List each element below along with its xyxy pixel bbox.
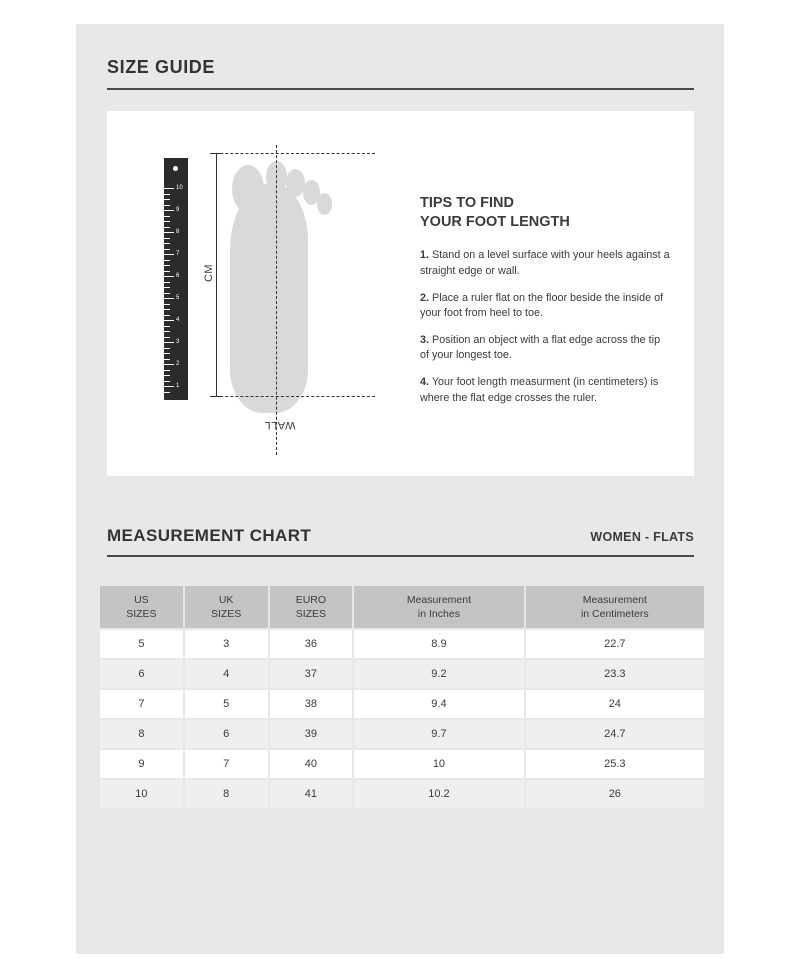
tip-text: Stand on a level surface with your heels against a straight edge or wall. — [420, 249, 670, 277]
table-cell: 40 — [270, 750, 353, 778]
table-row — [100, 780, 704, 808]
toe-edge-dashed-line — [210, 153, 375, 154]
column-header-line1: US — [134, 593, 149, 606]
table-cell: 8 — [185, 780, 268, 808]
table-cell: 7 — [100, 690, 183, 718]
ruler-number: 1 — [176, 383, 180, 389]
table-cell: 10 — [354, 750, 523, 778]
table-cell: 9.7 — [354, 720, 523, 748]
table-cell: 23.3 — [526, 660, 704, 688]
table-row — [100, 750, 704, 778]
ruler-number: 5 — [176, 295, 180, 301]
heel-edge-dashed-line — [210, 396, 375, 397]
tips-card — [107, 111, 694, 476]
title-divider — [107, 88, 694, 90]
tip-item — [420, 248, 670, 279]
table-row — [100, 690, 704, 718]
column-header-line1: Measurement — [406, 593, 472, 606]
table-cell: 9.4 — [354, 690, 523, 718]
table-cell: 26 — [526, 780, 704, 808]
table-column-header — [526, 586, 704, 628]
table-row — [100, 630, 704, 658]
table-column-header — [185, 586, 268, 628]
foot-toe-icon — [232, 165, 264, 213]
table-cell: 10.2 — [354, 780, 523, 808]
table-cell: 8.9 — [354, 630, 523, 658]
table-cell: 25.3 — [526, 750, 704, 778]
table-cell: 6 — [100, 660, 183, 688]
table-cell: 36 — [270, 630, 353, 658]
cm-axis-line — [216, 153, 217, 396]
measurement-table — [98, 584, 706, 810]
ruler-number: 7 — [176, 251, 180, 257]
tip-number: 4. — [420, 376, 430, 389]
tip-item — [420, 333, 670, 364]
tip-item — [420, 375, 670, 406]
measurement-chart-subtitle: WOMEN - FLATS — [590, 530, 694, 544]
column-header-line1: EURO — [295, 593, 327, 606]
column-header-line1: Measurement — [582, 593, 647, 606]
ruler-number: 6 — [176, 273, 180, 279]
table-header-row — [100, 586, 704, 628]
column-header-line2: in Inches — [417, 608, 460, 620]
tips-heading-line1: TIPS TO FIND — [420, 195, 514, 211]
ruler-number: 2 — [176, 361, 180, 367]
tip-text: Your foot length measurment (in centimeters) is where the flat edge crosses the ruler. — [420, 376, 659, 404]
size-guide-header — [107, 57, 694, 90]
tip-text: Position an object with a flat edge across the tip of your longest toe. — [420, 333, 661, 362]
measurement-chart-header — [107, 526, 694, 557]
table-cell: 9.2 — [354, 660, 523, 688]
foot-sole-icon — [230, 183, 308, 413]
tip-item — [420, 291, 670, 322]
cm-label: CM — [203, 263, 216, 283]
ruler-number: 10 — [176, 185, 183, 191]
ruler-icon — [164, 158, 188, 400]
column-header-line2: SIZES — [210, 608, 242, 620]
table-cell: 24.7 — [526, 720, 704, 748]
table-column-header — [100, 586, 183, 628]
table-cell: 37 — [270, 660, 353, 688]
foot-toe-icon — [317, 193, 332, 215]
table-cell: 9 — [100, 750, 183, 778]
table-cell: 5 — [185, 690, 268, 718]
table-cell: 10 — [100, 780, 183, 808]
ruler-number: 4 — [176, 317, 180, 323]
measurement-chart-divider — [107, 555, 694, 557]
tips-text-block — [420, 194, 670, 417]
table-column-header — [354, 586, 523, 628]
table-row — [100, 660, 704, 688]
table-cell: 5 — [100, 630, 183, 658]
ruler-number: 3 — [176, 339, 180, 345]
wall-dashed-line — [276, 145, 277, 455]
table-cell: 39 — [270, 720, 353, 748]
measurement-chart-title: MEASUREMENT CHART — [107, 526, 312, 545]
table-cell: 8 — [100, 720, 183, 748]
size-guide-page — [76, 24, 724, 954]
table-column-header — [270, 586, 353, 628]
wall-label: WALL — [264, 419, 296, 431]
column-header-line1: UK — [218, 593, 234, 606]
column-header-line2: in Centimeters — [580, 608, 649, 620]
tip-text: Place a ruler flat on the floor beside the inside of your foot from heel to toe. — [420, 291, 664, 320]
ruler-number: 8 — [176, 229, 180, 235]
tip-number: 3. — [420, 333, 430, 346]
tip-number: 1. — [420, 249, 430, 262]
column-header-line2: SIZES — [295, 608, 327, 620]
table-cell: 3 — [185, 630, 268, 658]
table-row — [100, 720, 704, 748]
cm-axis-cap — [210, 396, 223, 397]
table-cell: 41 — [270, 780, 353, 808]
table-cell: 4 — [185, 660, 268, 688]
table-cell: 24 — [526, 690, 704, 718]
table-cell: 6 — [185, 720, 268, 748]
table-cell: 22.7 — [526, 630, 704, 658]
ruler-hole — [173, 166, 178, 171]
cm-axis-cap — [210, 153, 223, 154]
ruler-number: 9 — [176, 207, 180, 213]
table-cell: 38 — [270, 690, 353, 718]
table-cell: 7 — [185, 750, 268, 778]
tips-heading — [420, 194, 670, 232]
page-title: SIZE GUIDE — [107, 57, 216, 77]
tips-heading-line2: YOUR FOOT LENGTH — [420, 214, 570, 231]
column-header-line2: SIZES — [126, 608, 157, 620]
foot-diagram — [202, 131, 382, 451]
tip-number: 2. — [420, 291, 430, 304]
